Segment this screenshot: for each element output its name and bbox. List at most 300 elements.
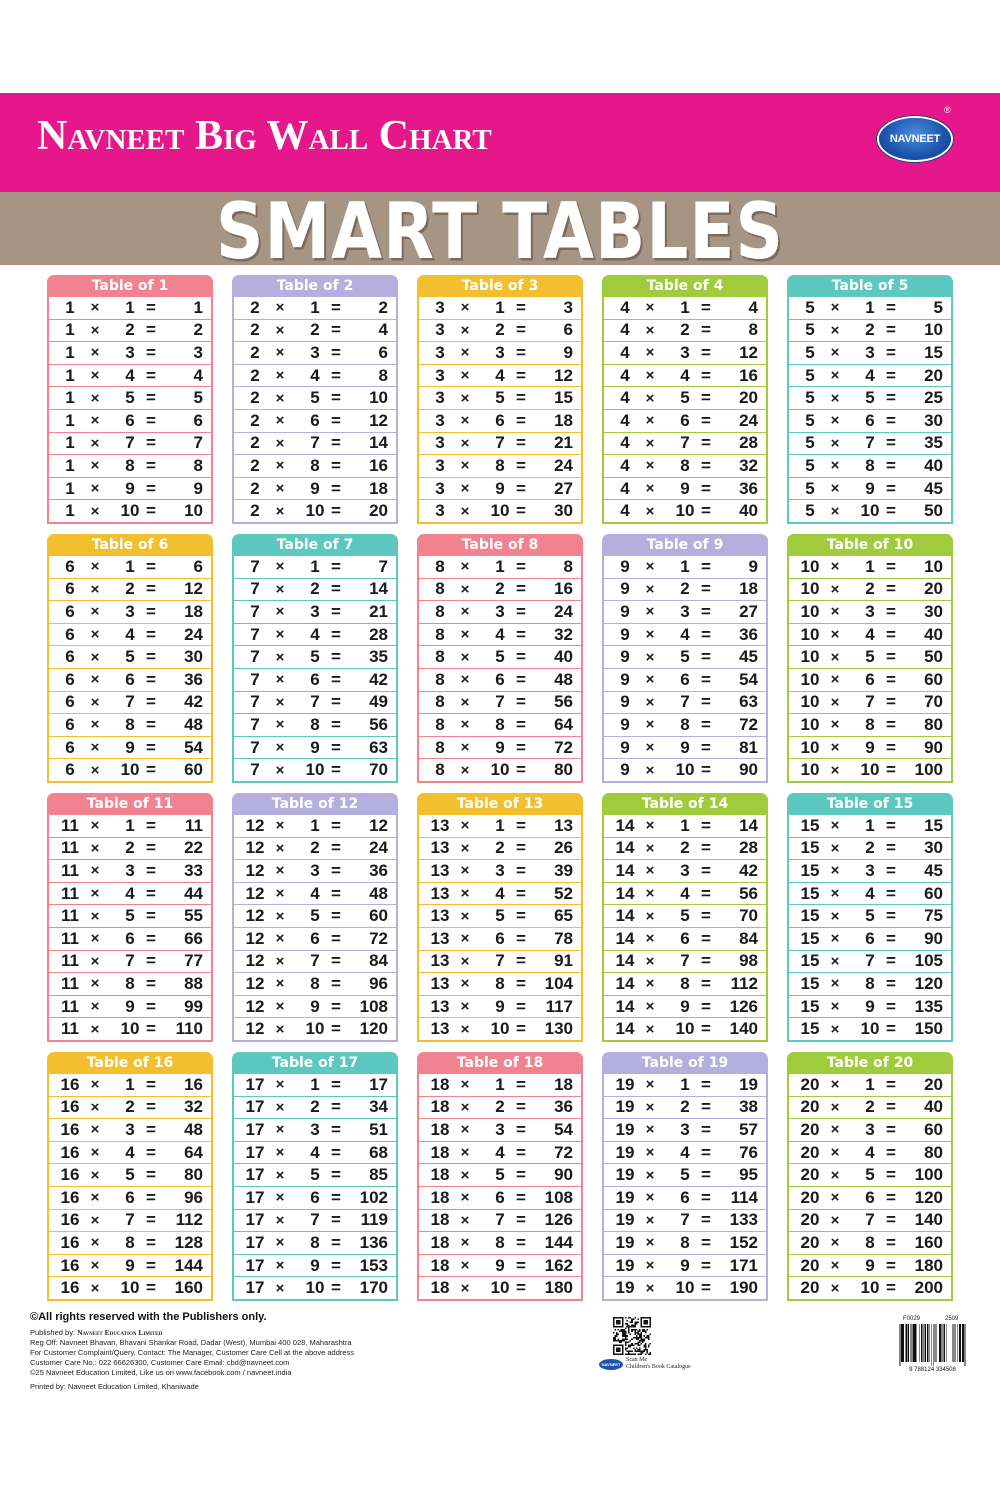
times-sign: × xyxy=(275,389,285,407)
equals-sign: = xyxy=(146,320,156,340)
product: 80 xyxy=(184,1165,203,1185)
times-sign: × xyxy=(645,885,655,903)
times-sign: × xyxy=(830,626,840,644)
table-row xyxy=(234,905,396,928)
table-body xyxy=(47,297,213,524)
table-row xyxy=(789,1119,951,1142)
table-body xyxy=(232,1074,398,1301)
table-row xyxy=(789,1074,951,1097)
multiplier: 6 xyxy=(865,669,875,689)
times-sign: × xyxy=(645,480,655,498)
table-card-14 xyxy=(602,793,768,1042)
times-sign: × xyxy=(90,367,100,385)
product: 6 xyxy=(193,556,203,576)
multiplicand: 3 xyxy=(435,501,445,521)
times-sign: × xyxy=(275,321,285,339)
times-sign: × xyxy=(645,1020,655,1038)
multiplier: 2 xyxy=(125,320,135,340)
table-row xyxy=(49,1210,211,1233)
table-row xyxy=(49,365,211,388)
multiplier: 9 xyxy=(310,996,320,1016)
product: 136 xyxy=(359,1232,388,1252)
product: 90 xyxy=(924,737,943,757)
multiplier: 6 xyxy=(310,410,320,430)
table-row xyxy=(419,669,581,692)
equals-sign: = xyxy=(886,906,896,926)
equals-sign: = xyxy=(886,297,896,317)
multiplier: 7 xyxy=(125,1210,135,1230)
times-sign: × xyxy=(830,299,840,317)
times-sign: × xyxy=(830,480,840,498)
multiplicand: 11 xyxy=(61,860,79,880)
times-sign: × xyxy=(460,1234,470,1252)
product: 48 xyxy=(369,883,388,903)
times-sign: × xyxy=(645,716,655,734)
equals-sign: = xyxy=(886,1187,896,1207)
times-sign: × xyxy=(275,761,285,779)
times-sign: × xyxy=(645,299,655,317)
equals-sign: = xyxy=(886,1278,896,1298)
multiplicand: 18 xyxy=(430,1165,450,1185)
equals-sign: = xyxy=(886,556,896,576)
multiplier: 7 xyxy=(495,951,505,971)
table-body xyxy=(787,556,953,783)
equals-sign: = xyxy=(701,737,711,757)
multiplicand: 19 xyxy=(615,1142,635,1162)
equals-sign: = xyxy=(331,647,341,667)
table-row xyxy=(789,737,951,760)
multiplicand: 1 xyxy=(65,365,75,385)
times-sign: × xyxy=(645,693,655,711)
registered-mark: ® xyxy=(944,105,951,115)
qr-code[interactable] xyxy=(613,1317,651,1355)
multiplicand: 5 xyxy=(805,433,815,453)
product: 20 xyxy=(739,388,758,408)
product: 78 xyxy=(554,928,573,948)
product: 100 xyxy=(914,1165,943,1185)
multiplicand: 12 xyxy=(245,815,265,835)
multiplicand: 1 xyxy=(65,297,75,317)
times-sign: × xyxy=(645,367,655,385)
multiplicand: 4 xyxy=(620,365,630,385)
multiplicand: 5 xyxy=(805,297,815,317)
multiplier: 10 xyxy=(860,760,880,780)
product: 12 xyxy=(369,410,388,430)
table-row xyxy=(604,601,766,624)
multiplier: 9 xyxy=(125,996,135,1016)
multiplicand: 2 xyxy=(250,320,260,340)
times-sign: × xyxy=(90,1211,100,1229)
multiplicand: 1 xyxy=(65,320,75,340)
multiplicand: 3 xyxy=(435,297,445,317)
multiplier: 2 xyxy=(125,579,135,599)
table-card-15 xyxy=(787,793,953,1042)
equals-sign: = xyxy=(516,692,526,712)
table-row xyxy=(419,433,581,456)
times-sign: × xyxy=(830,716,840,734)
product: 117 xyxy=(545,996,573,1016)
multiplicand: 17 xyxy=(245,1278,265,1298)
equals-sign: = xyxy=(886,760,896,780)
multiplicand: 12 xyxy=(245,860,265,880)
table-row xyxy=(604,973,766,996)
product: 2 xyxy=(378,297,388,317)
product: 108 xyxy=(544,1187,573,1207)
table-row xyxy=(234,365,396,388)
table-row xyxy=(419,410,581,433)
equals-sign: = xyxy=(331,1019,341,1039)
table-row xyxy=(49,297,211,320)
table-row xyxy=(789,692,951,715)
multiplier: 3 xyxy=(125,342,135,362)
times-sign: × xyxy=(460,389,470,407)
multiplicand: 11 xyxy=(61,906,79,926)
table-row xyxy=(419,838,581,861)
equals-sign: = xyxy=(886,996,896,1016)
times-sign: × xyxy=(460,1279,470,1297)
times-sign: × xyxy=(830,998,840,1016)
product: 49 xyxy=(369,692,388,712)
times-sign: × xyxy=(645,321,655,339)
multiplier: 10 xyxy=(305,1019,325,1039)
multiplier: 4 xyxy=(310,1142,320,1162)
product: 96 xyxy=(369,973,388,993)
multiplicand: 18 xyxy=(430,1142,450,1162)
equals-sign: = xyxy=(701,1142,711,1162)
barcode-bar xyxy=(925,1324,926,1362)
times-sign: × xyxy=(460,1144,470,1162)
times-sign: × xyxy=(90,1257,100,1275)
table-row xyxy=(604,342,766,365)
times-sign: × xyxy=(460,693,470,711)
multiplier: 3 xyxy=(495,860,505,880)
barcode-bar xyxy=(953,1324,954,1362)
equals-sign: = xyxy=(886,1165,896,1185)
table-row xyxy=(49,1097,211,1120)
multiplicand: 2 xyxy=(250,297,260,317)
barcode-bar xyxy=(959,1324,960,1362)
table-row xyxy=(604,365,766,388)
table-row xyxy=(234,579,396,602)
times-sign: × xyxy=(275,502,285,520)
multiplicand: 19 xyxy=(615,1119,635,1139)
multiplier: 6 xyxy=(495,1187,505,1207)
multiplier: 9 xyxy=(865,1255,875,1275)
equals-sign: = xyxy=(146,297,156,317)
table-row xyxy=(234,996,396,1019)
product: 95 xyxy=(739,1165,758,1185)
times-sign: × xyxy=(830,457,840,475)
product: 40 xyxy=(554,647,573,667)
barcode-bar xyxy=(919,1324,920,1362)
table-card-8 xyxy=(417,534,583,783)
multiplicand: 10 xyxy=(800,579,820,599)
mini-logo-text: NAVNEET xyxy=(601,1362,621,1367)
equals-sign: = xyxy=(331,996,341,1016)
table-row xyxy=(789,1164,951,1187)
barcode-bar xyxy=(962,1324,963,1362)
multiplier: 10 xyxy=(490,1019,510,1039)
multiplicand: 17 xyxy=(245,1187,265,1207)
multiplicand: 15 xyxy=(800,860,820,880)
multiplicand: 8 xyxy=(435,669,445,689)
table-row xyxy=(419,951,581,974)
times-sign: × xyxy=(90,321,100,339)
equals-sign: = xyxy=(331,1187,341,1207)
product: 66 xyxy=(184,928,203,948)
table-row xyxy=(49,1187,211,1210)
table-row xyxy=(604,1277,766,1299)
multiplicand: 10 xyxy=(800,624,820,644)
multiplier: 5 xyxy=(125,647,135,667)
table-row xyxy=(604,1187,766,1210)
table-row xyxy=(49,342,211,365)
multiplier: 2 xyxy=(865,1097,875,1117)
times-sign: × xyxy=(460,457,470,475)
multiplier: 3 xyxy=(680,860,690,880)
times-sign: × xyxy=(90,761,100,779)
table-row xyxy=(49,556,211,579)
times-sign: × xyxy=(275,1098,285,1116)
multiplier: 5 xyxy=(495,647,505,667)
table-row xyxy=(789,365,951,388)
multiplicand: 19 xyxy=(615,1165,635,1185)
multiplicand: 4 xyxy=(620,501,630,521)
equals-sign: = xyxy=(516,1255,526,1275)
multiplicand: 10 xyxy=(800,556,820,576)
barcode-bar xyxy=(899,1324,900,1366)
barcode-bar xyxy=(922,1324,923,1362)
product: 24 xyxy=(554,601,573,621)
product: 77 xyxy=(184,951,203,971)
times-sign: × xyxy=(830,1166,840,1184)
multiplicand: 11 xyxy=(61,838,79,858)
times-sign: × xyxy=(645,434,655,452)
multiplicand: 1 xyxy=(65,455,75,475)
multiplicand: 16 xyxy=(60,1142,80,1162)
equals-sign: = xyxy=(146,365,156,385)
table-row xyxy=(234,500,396,522)
times-sign: × xyxy=(275,1211,285,1229)
times-sign: × xyxy=(645,817,655,835)
product: 60 xyxy=(369,906,388,926)
table-row xyxy=(604,759,766,781)
multiplicand: 8 xyxy=(435,647,445,667)
equals-sign: = xyxy=(701,320,711,340)
multiplicand: 8 xyxy=(435,737,445,757)
table-body xyxy=(232,297,398,524)
table-row xyxy=(49,500,211,522)
table-row xyxy=(604,1232,766,1255)
table-row xyxy=(419,455,581,478)
multiplicand: 8 xyxy=(435,601,445,621)
product: 10 xyxy=(924,320,943,340)
multiplier: 6 xyxy=(680,669,690,689)
times-sign: × xyxy=(275,817,285,835)
table-row xyxy=(234,646,396,669)
multiplier: 7 xyxy=(125,951,135,971)
multiplicand: 8 xyxy=(435,760,445,780)
multiplier: 4 xyxy=(125,883,135,903)
equals-sign: = xyxy=(331,737,341,757)
equals-sign: = xyxy=(701,365,711,385)
table-row xyxy=(49,455,211,478)
barcode-bar xyxy=(901,1324,902,1362)
multiplier: 3 xyxy=(125,601,135,621)
table-row xyxy=(604,1074,766,1097)
barcode-bar xyxy=(902,1324,903,1362)
table-row xyxy=(234,838,396,861)
multiplier: 1 xyxy=(495,297,505,317)
table-header: Table of 14 xyxy=(602,793,768,815)
multiplier: 1 xyxy=(125,815,135,835)
times-sign: × xyxy=(645,930,655,948)
multiplier: 9 xyxy=(125,737,135,757)
equals-sign: = xyxy=(516,1232,526,1252)
multiplier: 3 xyxy=(865,342,875,362)
multiplier: 3 xyxy=(310,601,320,621)
table-row xyxy=(234,1232,396,1255)
product: 54 xyxy=(554,1119,573,1139)
product: 80 xyxy=(924,714,943,734)
times-sign: × xyxy=(645,389,655,407)
multiplicand: 15 xyxy=(800,973,820,993)
product: 90 xyxy=(554,1165,573,1185)
multiplier: 1 xyxy=(310,297,320,317)
table-row xyxy=(604,646,766,669)
table-row xyxy=(419,1232,581,1255)
product: 20 xyxy=(924,579,943,599)
multiplier: 7 xyxy=(680,951,690,971)
equals-sign: = xyxy=(701,928,711,948)
equals-sign: = xyxy=(146,815,156,835)
multiplicand: 2 xyxy=(250,342,260,362)
multiplier: 2 xyxy=(680,838,690,858)
multiplier: 8 xyxy=(865,973,875,993)
product: 18 xyxy=(554,410,573,430)
multiplicand: 2 xyxy=(250,365,260,385)
table-row xyxy=(419,692,581,715)
product: 88 xyxy=(184,973,203,993)
multiplicand: 8 xyxy=(435,556,445,576)
product: 45 xyxy=(924,478,943,498)
multiplier: 9 xyxy=(495,737,505,757)
equals-sign: = xyxy=(146,647,156,667)
product: 36 xyxy=(369,860,388,880)
multiplicand: 11 xyxy=(61,973,79,993)
times-sign: × xyxy=(645,1121,655,1139)
times-sign: × xyxy=(90,998,100,1016)
product: 20 xyxy=(924,1074,943,1094)
multiplicand: 10 xyxy=(800,647,820,667)
product: 60 xyxy=(924,669,943,689)
equals-sign: = xyxy=(886,1142,896,1162)
equals-sign: = xyxy=(146,737,156,757)
equals-sign: = xyxy=(701,1255,711,1275)
multiplicand: 16 xyxy=(60,1165,80,1185)
multiplier: 10 xyxy=(120,760,140,780)
multiplicand: 18 xyxy=(430,1210,450,1230)
table-row xyxy=(49,601,211,624)
times-sign: × xyxy=(275,862,285,880)
table-row xyxy=(419,1119,581,1142)
multiplicand: 19 xyxy=(615,1097,635,1117)
equals-sign: = xyxy=(701,996,711,1016)
multiplicand: 2 xyxy=(250,388,260,408)
table-header: Table of 12 xyxy=(232,793,398,815)
times-sign: × xyxy=(830,817,840,835)
barcode-bar xyxy=(963,1324,964,1362)
table-row xyxy=(789,1255,951,1278)
multiplicand: 5 xyxy=(805,501,815,521)
multiplicand: 7 xyxy=(250,760,260,780)
multiplier: 2 xyxy=(495,838,505,858)
times-sign: × xyxy=(460,344,470,362)
barcode-bar xyxy=(907,1324,908,1362)
table-card-20 xyxy=(787,1052,953,1301)
times-sign: × xyxy=(830,952,840,970)
table-row xyxy=(49,410,211,433)
times-sign: × xyxy=(645,839,655,857)
equals-sign: = xyxy=(146,556,156,576)
multiplier: 7 xyxy=(495,692,505,712)
multiplier: 4 xyxy=(125,1142,135,1162)
equals-sign: = xyxy=(331,1232,341,1252)
multiplier: 3 xyxy=(310,342,320,362)
times-sign: × xyxy=(830,839,840,857)
multiplier: 2 xyxy=(310,838,320,858)
multiplicand: 13 xyxy=(430,815,450,835)
barcode-bar xyxy=(935,1324,936,1362)
product: 100 xyxy=(914,760,943,780)
product: 26 xyxy=(554,838,573,858)
multiplicand: 17 xyxy=(245,1165,265,1185)
equals-sign: = xyxy=(331,928,341,948)
equals-sign: = xyxy=(331,624,341,644)
multiplier: 2 xyxy=(495,320,505,340)
multiplicand: 7 xyxy=(250,737,260,757)
table-row xyxy=(789,433,951,456)
equals-sign: = xyxy=(701,601,711,621)
barcode-bar xyxy=(916,1324,917,1362)
equals-sign: = xyxy=(331,883,341,903)
multiplicand: 18 xyxy=(430,1278,450,1298)
times-sign: × xyxy=(275,1144,285,1162)
times-sign: × xyxy=(460,975,470,993)
barcode-bar xyxy=(941,1324,942,1362)
times-sign: × xyxy=(830,1098,840,1116)
multiplier: 1 xyxy=(680,297,690,317)
multiplier: 8 xyxy=(680,1232,690,1252)
table-row xyxy=(789,579,951,602)
equals-sign: = xyxy=(886,669,896,689)
equals-sign: = xyxy=(146,433,156,453)
multiplier: 7 xyxy=(310,1210,320,1230)
multiplicand: 4 xyxy=(620,433,630,453)
times-sign: × xyxy=(830,434,840,452)
times-sign: × xyxy=(460,1020,470,1038)
equals-sign: = xyxy=(701,1074,711,1094)
table-row xyxy=(419,928,581,951)
barcode-bar xyxy=(934,1324,935,1362)
reg-office-line: Reg Off: Navneet Bhavan, Bhavani Shankar Road, Dadar (West), Mumbai 400 028, Maharashtra xyxy=(30,1338,352,1347)
table-row xyxy=(234,410,396,433)
table-row xyxy=(419,759,581,781)
multiplier: 4 xyxy=(495,624,505,644)
multiplier: 10 xyxy=(860,501,880,521)
table-row xyxy=(234,297,396,320)
multiplicand: 5 xyxy=(805,365,815,385)
